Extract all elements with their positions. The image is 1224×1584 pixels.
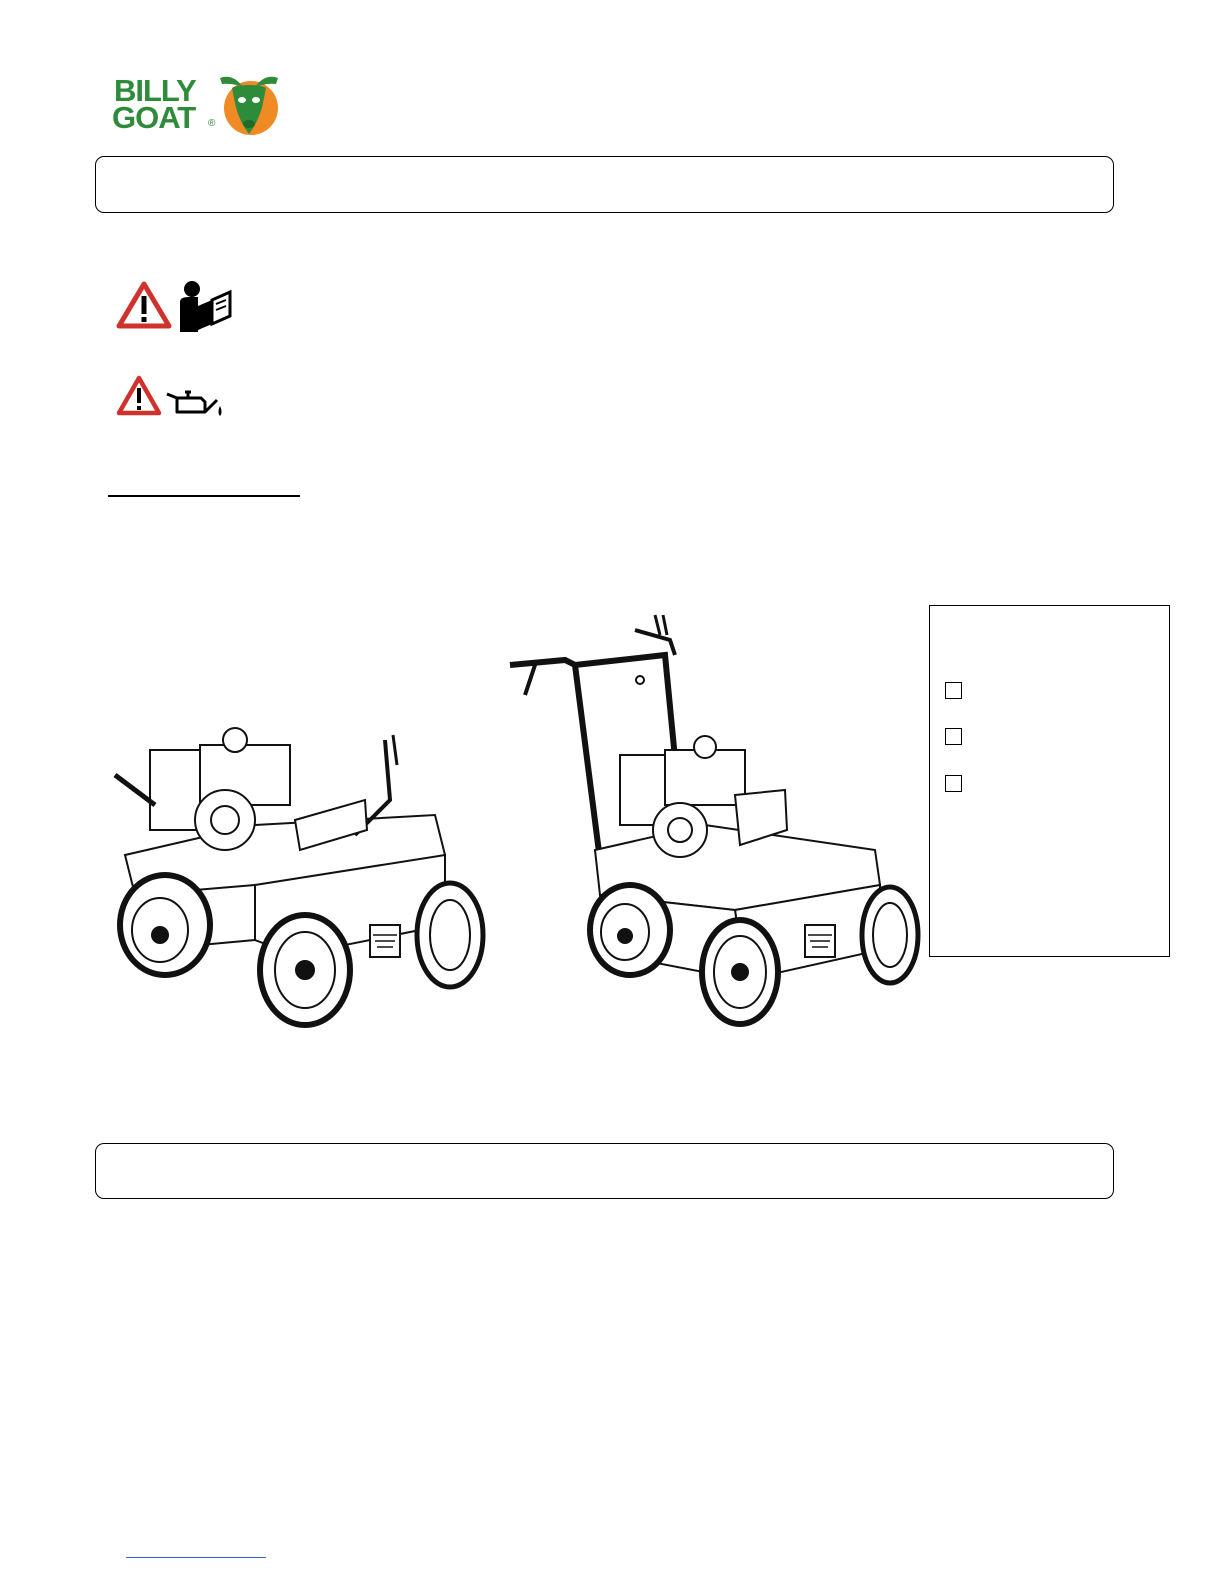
section-heading-underline bbox=[108, 495, 300, 497]
warning-triangle-icon bbox=[116, 375, 162, 417]
checklist-panel bbox=[929, 605, 1170, 957]
read-manual-icon bbox=[176, 280, 234, 334]
title-box bbox=[95, 156, 1114, 213]
logo-registered-mark: ® bbox=[208, 118, 216, 129]
logo-wordmark-line2: GOAT bbox=[112, 100, 196, 135]
checklist-checkbox-2[interactable] bbox=[945, 728, 962, 745]
checklist-checkbox-3[interactable] bbox=[945, 775, 962, 792]
logo-wordmark-line1: BILLY bbox=[114, 73, 196, 108]
oil-can-icon bbox=[165, 388, 225, 418]
goat-head-logo-icon bbox=[216, 72, 282, 140]
machine-illustration-left bbox=[105, 725, 495, 1035]
warning-triangle-icon bbox=[116, 280, 172, 330]
machine-illustration-right bbox=[505, 610, 925, 1030]
notice-box bbox=[95, 1143, 1114, 1199]
brand-logo bbox=[110, 72, 285, 142]
checklist-checkbox-1[interactable] bbox=[945, 682, 962, 699]
footer-link-underline[interactable] bbox=[126, 1557, 266, 1558]
